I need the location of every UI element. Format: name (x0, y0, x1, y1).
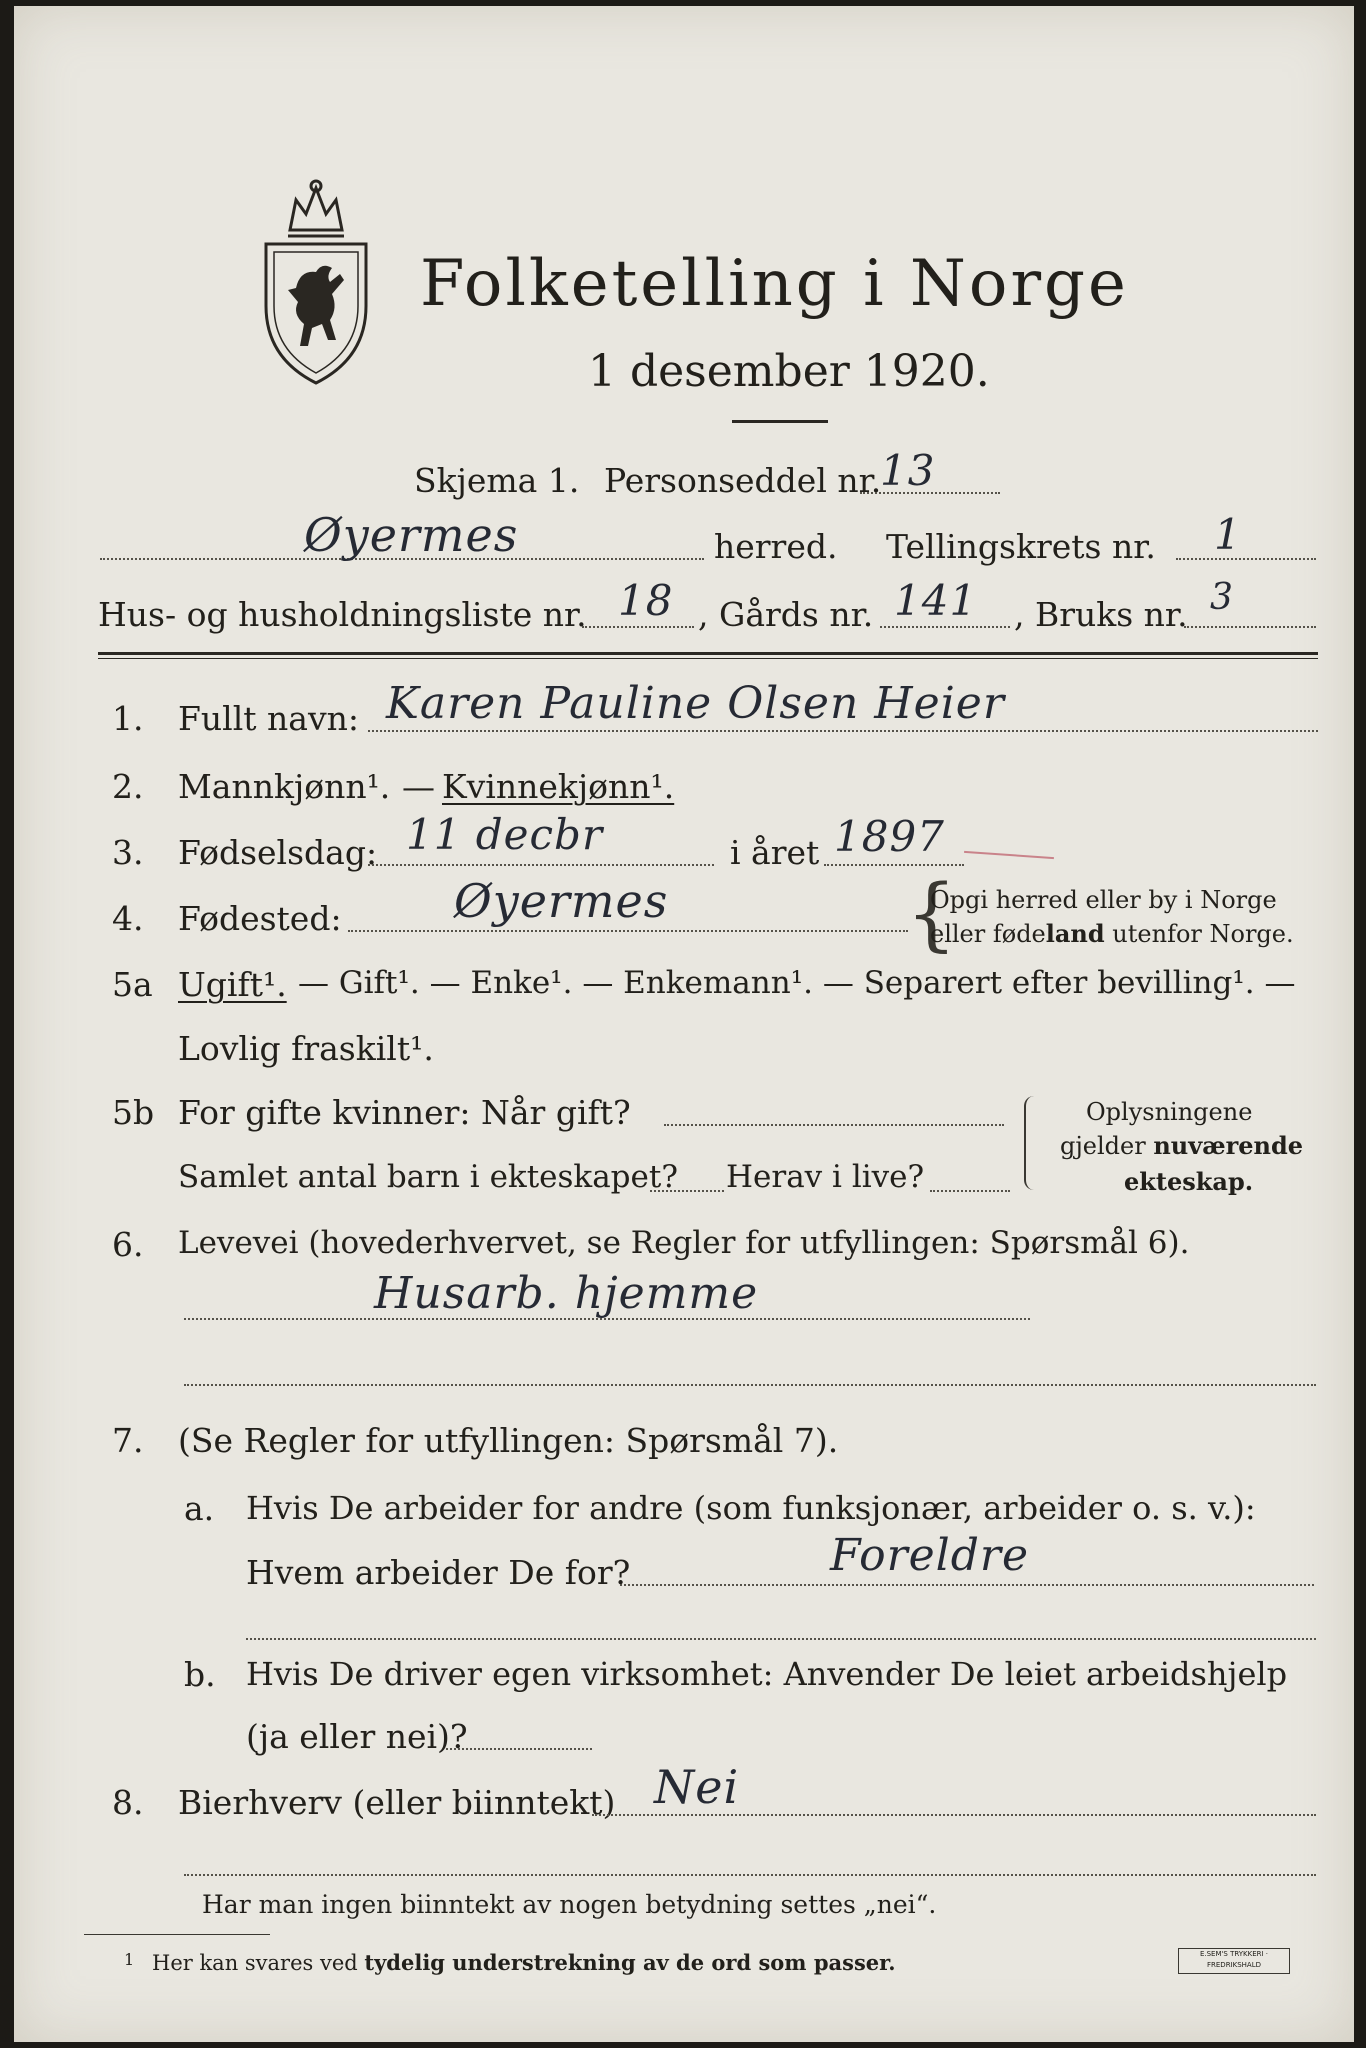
q5b-note1: Oplysningene (1086, 1098, 1253, 1126)
herred-value: Øyermes (304, 508, 519, 562)
tellingskrets-label: Tellingskrets nr. (886, 527, 1156, 566)
q7b-line2: (ja eller nei)? (246, 1717, 468, 1756)
title-rule (732, 420, 828, 423)
q7b-line1: Hvis De driver egen virksomhet: Anvender De leiet arbeidshjelp (246, 1655, 1288, 1693)
q6-label: Levevei (hovederhvervet, se Regler for utfyllingen: Spørsmål 6). (178, 1225, 1190, 1261)
q1-value: Karen Pauline Olsen Heier (386, 678, 1005, 729)
coat-of-arms-icon (250, 178, 382, 388)
bruks-line (1184, 626, 1316, 628)
q6-line2 (184, 1384, 1316, 1386)
q7-number: 7. (112, 1421, 144, 1460)
q5a-number: 5a (112, 965, 153, 1004)
q4-line (348, 930, 908, 932)
q7b-line (446, 1748, 592, 1750)
husliste-label: Hus- og husholdningsliste nr. (98, 595, 587, 634)
q8-number: 8. (112, 1783, 144, 1822)
q5b-note2: gjelder nuværende (1060, 1131, 1304, 1160)
skjema-label: Skjema 1. (414, 461, 580, 500)
q7a-line1: Hvis De arbeider for andre (som funksjonær, arbeider o. s. v.): (246, 1489, 1256, 1527)
q5b-label2: Samlet antal barn i ekteskapet? (178, 1159, 678, 1195)
q2-number: 2. (112, 767, 144, 806)
q3-aar-line (824, 864, 964, 866)
gards-line (880, 626, 1010, 628)
q7-label: (Se Regler for utfyllingen: Spørsmål 7). (178, 1421, 839, 1460)
gards-label: , Gårds nr. (698, 595, 874, 634)
q7a-line2: Hvem arbeider De for? (246, 1553, 631, 1592)
q5a-ugift-underlined: Ugift¹. (178, 965, 287, 1004)
census-form-page (14, 6, 1354, 2042)
q5a-line2: Lovlig fraskilt¹. (178, 1029, 434, 1068)
personseddel-value: 13 (880, 446, 936, 495)
footnote-text: Her kan svares ved tydelig understrekning av de ord som passer. (152, 1950, 896, 1975)
q3-aar-label: i året (730, 833, 820, 872)
q5b-naar-line (664, 1124, 1004, 1126)
q5b-note3: ekteskap. (1124, 1167, 1254, 1196)
q8-label: Bierhverv (eller biinntekt) (178, 1783, 616, 1822)
bruks-label: , Bruks nr. (1014, 595, 1188, 634)
q7b-letter: b. (184, 1655, 216, 1694)
header-rule (98, 652, 1318, 655)
footer-note: Har man ingen biinntekt av nogen betydning settes „nei“. (202, 1890, 937, 1919)
q5b-bracket (1024, 1096, 1034, 1190)
footnote-mark: 1 (124, 1950, 135, 1969)
q1-number: 1. (112, 699, 144, 738)
red-pencil-mark (964, 851, 1054, 859)
q3-aar-value: 1897 (834, 812, 945, 861)
q8-line2 (184, 1874, 1316, 1876)
q6-number: 6. (112, 1225, 144, 1264)
q4-number: 4. (112, 899, 144, 938)
q5b-label3: Herav i live? (726, 1159, 925, 1195)
q4-note-line2: eller fødeland utenfor Norge. (930, 919, 1294, 948)
tellingskrets-line (1176, 558, 1316, 560)
herred-label: herred. (714, 527, 838, 566)
q3-number: 3. (112, 833, 144, 872)
q8-line (592, 1814, 1316, 1816)
q2-mann: Mannkjønn¹. (178, 767, 391, 806)
gards-value: 141 (894, 576, 978, 625)
q5b-live-line (930, 1190, 1010, 1192)
q1-line (368, 730, 1318, 732)
q4-note-line1: Opgi herred eller by i Norge (930, 886, 1277, 914)
header-rule-thin (98, 658, 1318, 659)
q4-brace: { (906, 867, 957, 960)
q2-separator: — (402, 767, 435, 806)
q4-label: Fødested: (178, 899, 342, 938)
q1-label: Fullt navn: (178, 699, 359, 738)
census-date: 1 desember 1920. (588, 346, 990, 397)
husliste-line (582, 626, 694, 628)
q5b-label1: For gifte kvinner: Når gift? (178, 1093, 631, 1132)
q2-kvinne-underlined: Kvinnekjønn¹. (442, 767, 675, 806)
q4-value: Øyermes (454, 874, 669, 928)
q3-date-line (368, 864, 714, 866)
husliste-value: 18 (618, 576, 674, 625)
q5b-number: 5b (112, 1093, 155, 1132)
q5b-barn-line (650, 1190, 724, 1192)
q7a-letter: a. (184, 1489, 215, 1528)
q8-value: Nei (654, 1760, 740, 1814)
footnote-rule (84, 1934, 270, 1935)
personseddel-label: Personseddel nr. (604, 461, 882, 500)
q3-label: Fødselsdag: (178, 833, 378, 872)
q6-value: Husarb. hjemme (374, 1268, 759, 1319)
bruks-value: 3 (1210, 577, 1234, 618)
printer-stamp: E.SEM'S TRYKKERI · FREDRIKSHALD (1178, 1948, 1290, 1974)
q3-value: 11 decbr (406, 810, 604, 859)
q5a-options: — Gift¹. — Enke¹. — Enkemann¹. — Separert efter bevilling¹. — (298, 965, 1296, 1001)
tellingskrets-value: 1 (1214, 510, 1242, 559)
q7a-value: Foreldre (830, 1530, 1029, 1581)
form-title: Folketelling i Norge (420, 247, 1129, 321)
q7a-line (620, 1584, 1314, 1586)
q7a-line-extra (246, 1638, 1316, 1640)
